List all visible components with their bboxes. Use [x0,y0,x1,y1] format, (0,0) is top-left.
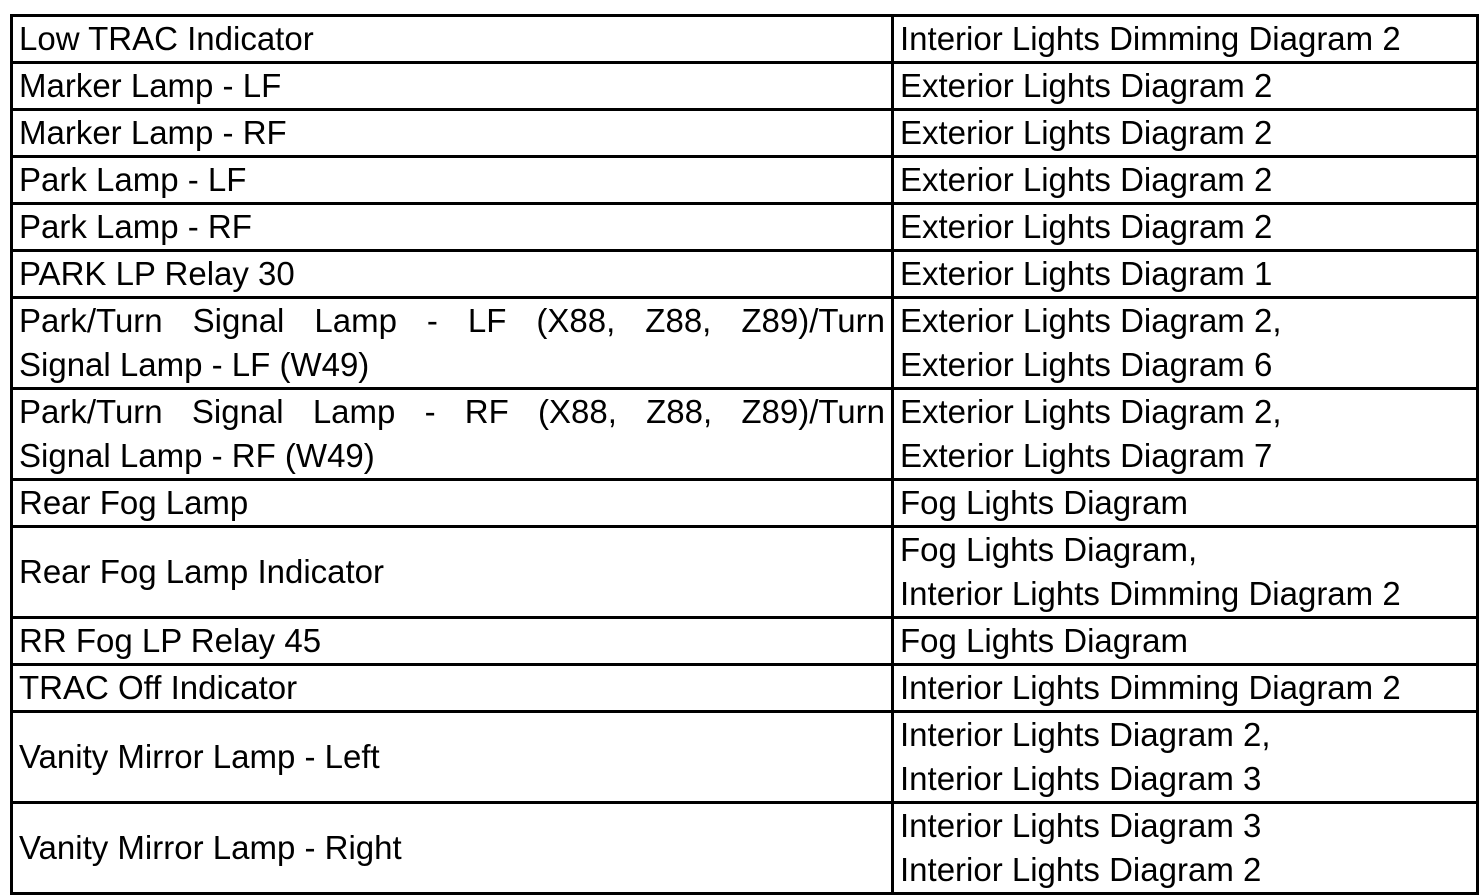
diagram-cell [893,618,1478,665]
table-row [12,16,1478,63]
table-row [12,110,1478,157]
table-row [12,665,1478,712]
component-text: Park/Turn Signal Lamp - LF (X88, Z88, Z89)/Turn [19,302,885,339]
component-text: Vanity Mirror Lamp - Left [19,738,380,775]
diagram-cell [893,389,1478,480]
component-text: Signal Lamp - LF (W49) [19,346,370,383]
component-text: Signal Lamp - RF (W49) [19,437,375,474]
diagram-text: Interior Lights Dimming Diagram 2 [900,20,1401,57]
component-text: Low TRAC Indicator [19,20,314,57]
component-cell [12,527,893,618]
diagram-text: Interior Lights Diagram 2, [900,716,1271,753]
component-cell [12,251,893,298]
table-row [12,527,1478,618]
component-cell [12,16,893,63]
component-text: TRAC Off Indicator [19,669,298,706]
diagram-text: Interior Lights Diagram 2 [900,851,1262,888]
diagram-cell [893,63,1478,110]
diagram-cell [893,298,1478,389]
component-text: PARK LP Relay 30 [19,255,295,292]
diagram-text: Exterior Lights Diagram 2 [900,161,1273,198]
component-text: Park Lamp - LF [19,161,247,198]
component-text: Park Lamp - RF [19,208,252,245]
component-cell [12,618,893,665]
table-row [12,157,1478,204]
component-text: RR Fog LP Relay 45 [19,622,322,659]
diagram-cell [893,16,1478,63]
diagram-text: Exterior Lights Diagram 2 [900,208,1273,245]
component-cell [12,803,893,894]
diagram-cell [893,251,1478,298]
diagram-text: Exterior Lights Diagram 1 [900,255,1273,292]
table-row [12,480,1478,527]
table-row [12,204,1478,251]
diagram-text: Interior Lights Dimming Diagram 2 [900,669,1401,706]
table-row [12,618,1478,665]
diagram-cell [893,665,1478,712]
component-cell [12,110,893,157]
diagram-text: Exterior Lights Diagram 2 [900,67,1273,104]
table-row [12,712,1478,803]
diagram-text: Exterior Lights Diagram 2 [900,114,1273,151]
diagram-cell [893,157,1478,204]
component-cell [12,480,893,527]
component-cell [12,204,893,251]
component-text: Park/Turn Signal Lamp - RF (X88, Z88, Z89)/Turn [19,393,885,430]
diagram-cell [893,204,1478,251]
table-row [12,389,1478,480]
component-cell [12,665,893,712]
table-row [12,251,1478,298]
component-cell [12,157,893,204]
diagram-cell [893,527,1478,618]
component-cell [12,712,893,803]
diagram-text: Interior Lights Diagram 3 [900,807,1262,844]
table-row [12,298,1478,389]
diagram-text: Fog Lights Diagram, [900,531,1198,568]
component-text: Rear Fog Lamp [19,484,249,521]
component-text: Marker Lamp - LF [19,67,282,104]
diagram-text: Interior Lights Diagram 3 [900,760,1262,797]
component-diagram-table-container [10,14,1472,895]
diagram-text: Exterior Lights Diagram 7 [900,437,1273,474]
component-cell [12,389,893,480]
diagram-text: Fog Lights Diagram [900,622,1188,659]
diagram-cell [893,480,1478,527]
diagram-cell [893,110,1478,157]
diagram-cell [893,803,1478,894]
component-text: Marker Lamp - RF [19,114,287,151]
diagram-text: Fog Lights Diagram [900,484,1188,521]
component-text: Rear Fog Lamp Indicator [19,553,385,590]
diagram-text: Exterior Lights Diagram 2, [900,302,1282,339]
diagram-cell [893,712,1478,803]
diagram-text: Exterior Lights Diagram 6 [900,346,1273,383]
component-diagram-table [10,14,1479,895]
table-row [12,803,1478,894]
table-row [12,63,1478,110]
component-cell [12,63,893,110]
diagram-text: Interior Lights Dimming Diagram 2 [900,575,1401,612]
table-body [12,16,1478,894]
component-cell [12,298,893,389]
diagram-text: Exterior Lights Diagram 2, [900,393,1282,430]
component-text: Vanity Mirror Lamp - Right [19,829,402,866]
